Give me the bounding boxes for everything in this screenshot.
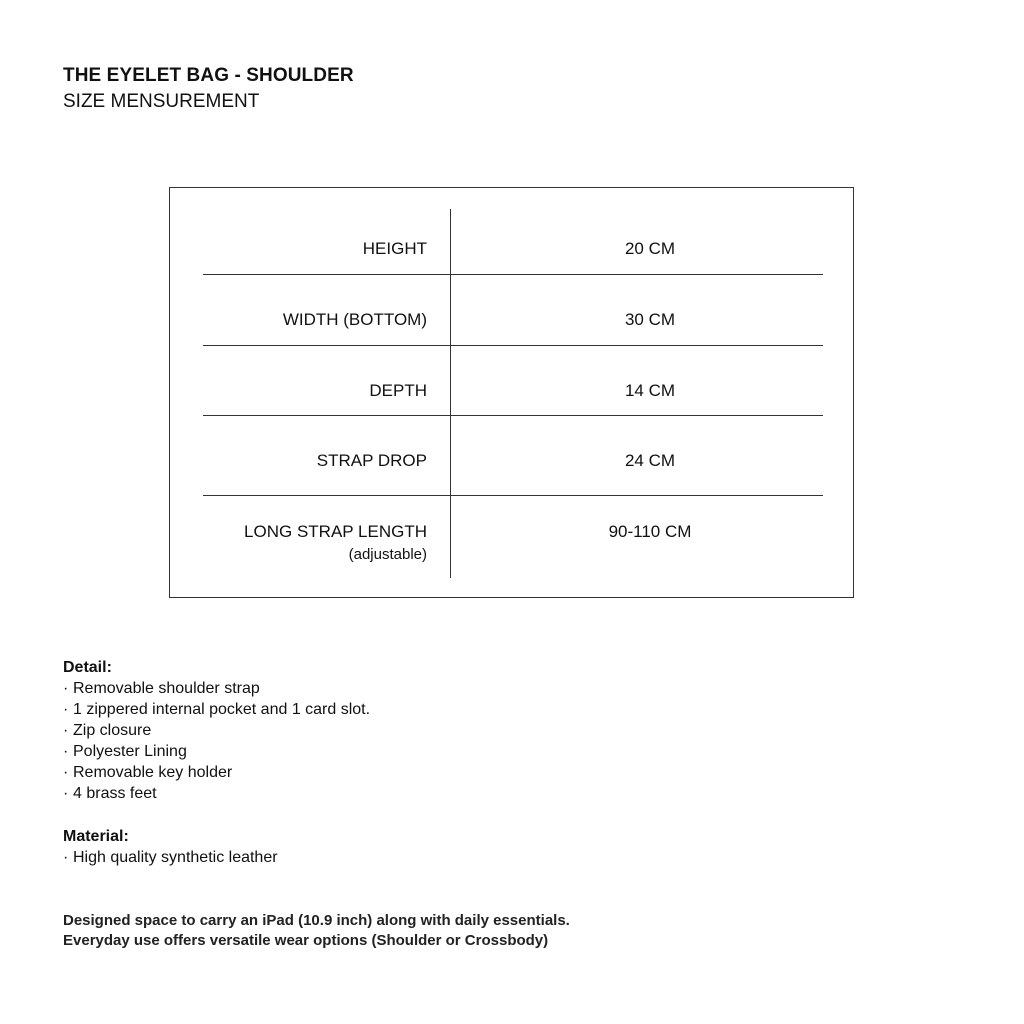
bullet-icon: · [63, 764, 69, 781]
bullet-icon: · [63, 743, 69, 760]
detail-item-text: Polyester Lining [73, 743, 187, 760]
list-item [63, 741, 370, 762]
material-item-text: High quality synthetic leather [73, 849, 278, 866]
size-label-strap-drop: STRAP DROP [316, 451, 427, 470]
usage-note: Designed space to carry an iPad (10.9 inch) along with daily essentials. [63, 912, 570, 929]
bullet-icon: · [63, 785, 69, 802]
material-section [63, 826, 278, 868]
list-item [63, 847, 278, 868]
size-label-depth: DEPTH [369, 381, 427, 400]
size-value-strap-drop: 24 CM [624, 451, 676, 470]
detail-section [63, 657, 370, 804]
size-label-height: HEIGHT [362, 239, 427, 258]
material-list [63, 847, 278, 868]
page-title: THE EYELET BAG - SHOULDER [63, 65, 354, 86]
row-divider [203, 415, 823, 416]
list-item [63, 720, 370, 741]
usage-note: Everyday use offers versatile wear options (Shoulder or Crossbody) [63, 932, 549, 949]
detail-item-text: Removable shoulder strap [73, 680, 260, 697]
size-value-height: 20 CM [624, 239, 676, 258]
size-table [169, 187, 854, 598]
size-value-depth: 14 CM [624, 381, 676, 400]
column-divider [450, 209, 451, 578]
detail-item-text: 4 brass feet [73, 785, 157, 802]
size-label-width: WIDTH (BOTTOM) [282, 310, 427, 329]
row-divider [203, 274, 823, 275]
size-note-adjustable: (adjustable) [348, 546, 427, 563]
row-divider [203, 495, 823, 496]
list-item [63, 783, 370, 804]
material-heading: Material: [63, 828, 129, 845]
bullet-icon: · [63, 680, 69, 697]
detail-item-text: Zip closure [73, 722, 152, 739]
detail-heading: Detail: [63, 659, 112, 676]
list-item [63, 699, 370, 720]
usage-notes [63, 911, 570, 951]
size-value-long-strap: 90-110 CM [608, 522, 692, 541]
bullet-icon: · [63, 722, 69, 739]
detail-list [63, 678, 370, 804]
row-divider [203, 345, 823, 346]
size-value-width: 30 CM [624, 310, 676, 329]
list-item [63, 762, 370, 783]
detail-item-text: 1 zippered internal pocket and 1 card slot. [73, 701, 371, 718]
bullet-icon: · [63, 849, 69, 866]
size-label-long-strap: LONG STRAP LENGTH [244, 522, 427, 541]
page-subtitle: SIZE MENSUREMENT [63, 91, 260, 112]
detail-item-text: Removable key holder [73, 764, 233, 781]
bullet-icon: · [63, 701, 69, 718]
list-item [63, 678, 370, 699]
